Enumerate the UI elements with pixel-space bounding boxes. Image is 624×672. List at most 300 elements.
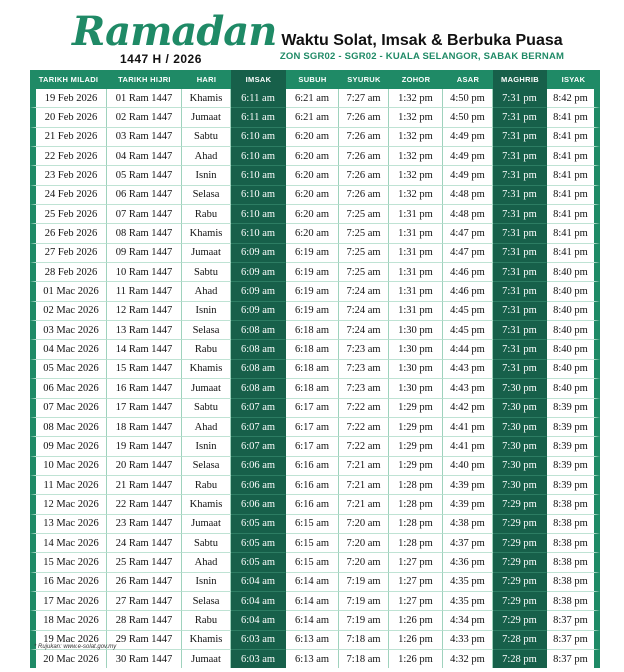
table-row	[30, 553, 600, 572]
cell-zohor: 1:32 pm	[389, 147, 443, 166]
page-header	[0, 0, 624, 68]
cell-subuh: 6:14 am	[286, 592, 339, 611]
cell-maghrib: 7:30 pm	[493, 437, 547, 456]
cell-imsak: 6:06 am	[231, 495, 286, 514]
cell-imsak: 6:09 am	[231, 282, 286, 301]
table-row	[30, 244, 600, 263]
cell-hari: Khamis	[182, 631, 231, 650]
table-row	[30, 128, 600, 147]
cell-syuruk: 7:23 am	[339, 379, 389, 398]
cell-asar: 4:50 pm	[443, 108, 493, 127]
cell-isyak: 8:41 pm	[547, 244, 600, 263]
cell-tarikh-miladi: 22 Feb 2026	[30, 147, 107, 166]
table-row	[30, 360, 600, 379]
cell-tarikh-hijri: 16 Ram 1447	[107, 379, 182, 398]
cell-tarikh-miladi: 07 Mac 2026	[30, 399, 107, 418]
cell-tarikh-miladi: 13 Mac 2026	[30, 515, 107, 534]
cell-maghrib: 7:30 pm	[493, 457, 547, 476]
cell-syuruk: 7:23 am	[339, 360, 389, 379]
cell-imsak: 6:06 am	[231, 457, 286, 476]
cell-tarikh-hijri: 13 Ram 1447	[107, 321, 182, 340]
cell-syuruk: 7:24 am	[339, 321, 389, 340]
cell-subuh: 6:17 am	[286, 399, 339, 418]
cell-tarikh-hijri: 07 Ram 1447	[107, 205, 182, 224]
cell-isyak: 8:37 pm	[547, 631, 600, 650]
cell-imsak: 6:05 am	[231, 553, 286, 572]
cell-maghrib: 7:29 pm	[493, 515, 547, 534]
cell-zohor: 1:29 pm	[389, 418, 443, 437]
cell-imsak: 6:08 am	[231, 379, 286, 398]
zone-subtitle: ZON SGR02 - SGR02 - KUALA SELANGOR, SABAK BERNAM	[279, 51, 565, 62]
cell-subuh: 6:19 am	[286, 302, 339, 321]
cell-hari: Rabu	[182, 340, 231, 359]
cell-asar: 4:42 pm	[443, 399, 493, 418]
cell-maghrib: 7:28 pm	[493, 650, 547, 668]
table-row	[30, 186, 600, 205]
cell-syuruk: 7:26 am	[339, 108, 389, 127]
cell-hari: Selasa	[182, 592, 231, 611]
cell-hari: Khamis	[182, 360, 231, 379]
cell-tarikh-hijri: 24 Ram 1447	[107, 534, 182, 553]
cell-tarikh-hijri: 10 Ram 1447	[107, 263, 182, 282]
cell-imsak: 6:10 am	[231, 147, 286, 166]
cell-zohor: 1:26 pm	[389, 650, 443, 668]
cell-subuh: 6:19 am	[286, 244, 339, 263]
cell-syuruk: 7:26 am	[339, 128, 389, 147]
cell-zohor: 1:29 pm	[389, 457, 443, 476]
cell-hari: Sabtu	[182, 128, 231, 147]
cell-tarikh-hijri: 23 Ram 1447	[107, 515, 182, 534]
cell-asar: 4:48 pm	[443, 186, 493, 205]
cell-tarikh-hijri: 20 Ram 1447	[107, 457, 182, 476]
cell-subuh: 6:16 am	[286, 495, 339, 514]
cell-hari: Jumaat	[182, 244, 231, 263]
cell-tarikh-miladi: 03 Mac 2026	[30, 321, 107, 340]
cell-isyak: 8:41 pm	[547, 224, 600, 243]
cell-maghrib: 7:31 pm	[493, 147, 547, 166]
cell-hari: Isnin	[182, 302, 231, 321]
table-row	[30, 534, 600, 553]
cell-maghrib: 7:30 pm	[493, 379, 547, 398]
cell-subuh: 6:18 am	[286, 360, 339, 379]
table-row	[30, 321, 600, 340]
table-header-row	[30, 70, 600, 89]
cell-hari: Jumaat	[182, 650, 231, 668]
cell-tarikh-hijri: 29 Ram 1447	[107, 631, 182, 650]
table-row	[30, 399, 600, 418]
cell-imsak: 6:08 am	[231, 340, 286, 359]
cell-tarikh-miladi: 08 Mac 2026	[30, 418, 107, 437]
cell-zohor: 1:31 pm	[389, 263, 443, 282]
cell-tarikh-miladi: 28 Feb 2026	[30, 263, 107, 282]
cell-subuh: 6:17 am	[286, 437, 339, 456]
cell-asar: 4:38 pm	[443, 515, 493, 534]
cell-isyak: 8:40 pm	[547, 302, 600, 321]
cell-hari: Selasa	[182, 457, 231, 476]
table-row	[30, 379, 600, 398]
cell-asar: 4:40 pm	[443, 457, 493, 476]
cell-imsak: 6:10 am	[231, 166, 286, 185]
cell-syuruk: 7:24 am	[339, 302, 389, 321]
cell-tarikh-hijri: 04 Ram 1447	[107, 147, 182, 166]
cell-asar: 4:44 pm	[443, 340, 493, 359]
cell-subuh: 6:19 am	[286, 282, 339, 301]
cell-isyak: 8:39 pm	[547, 437, 600, 456]
cell-zohor: 1:32 pm	[389, 89, 443, 108]
cell-isyak: 8:38 pm	[547, 534, 600, 553]
cell-asar: 4:45 pm	[443, 321, 493, 340]
cell-tarikh-hijri: 14 Ram 1447	[107, 340, 182, 359]
cell-hari: Ahad	[182, 553, 231, 572]
cell-isyak: 8:40 pm	[547, 263, 600, 282]
cell-subuh: 6:18 am	[286, 321, 339, 340]
cell-imsak: 6:03 am	[231, 631, 286, 650]
table-row	[30, 263, 600, 282]
cell-asar: 4:37 pm	[443, 534, 493, 553]
cell-tarikh-hijri: 02 Ram 1447	[107, 108, 182, 127]
cell-imsak: 6:04 am	[231, 592, 286, 611]
cell-tarikh-hijri: 12 Ram 1447	[107, 302, 182, 321]
cell-isyak: 8:39 pm	[547, 399, 600, 418]
cell-maghrib: 7:31 pm	[493, 186, 547, 205]
cell-syuruk: 7:25 am	[339, 244, 389, 263]
table-body	[30, 89, 600, 668]
cell-syuruk: 7:25 am	[339, 224, 389, 243]
cell-imsak: 6:05 am	[231, 534, 286, 553]
table-row	[30, 573, 600, 592]
cell-syuruk: 7:19 am	[339, 573, 389, 592]
page-title: Waktu Solat, Imsak & Berbuka Puasa	[281, 32, 563, 49]
cell-asar: 4:48 pm	[443, 205, 493, 224]
cell-maghrib: 7:31 pm	[493, 108, 547, 127]
cell-hari: Sabtu	[182, 399, 231, 418]
cell-tarikh-miladi: 16 Mac 2026	[30, 573, 107, 592]
table-row	[30, 457, 600, 476]
column-header-hari: HARI	[196, 75, 217, 84]
table-row	[30, 166, 600, 185]
cell-tarikh-hijri: 22 Ram 1447	[107, 495, 182, 514]
cell-tarikh-hijri: 21 Ram 1447	[107, 476, 182, 495]
cell-tarikh-hijri: 08 Ram 1447	[107, 224, 182, 243]
cell-tarikh-miladi: 06 Mac 2026	[30, 379, 107, 398]
column-header-zohor: ZOHOR	[401, 75, 431, 84]
cell-imsak: 6:09 am	[231, 302, 286, 321]
table-row	[30, 282, 600, 301]
cell-syuruk: 7:19 am	[339, 592, 389, 611]
cell-syuruk: 7:20 am	[339, 553, 389, 572]
cell-zohor: 1:30 pm	[389, 360, 443, 379]
cell-isyak: 8:38 pm	[547, 573, 600, 592]
cell-isyak: 8:41 pm	[547, 147, 600, 166]
cell-subuh: 6:19 am	[286, 263, 339, 282]
cell-imsak: 6:10 am	[231, 128, 286, 147]
cell-maghrib: 7:31 pm	[493, 360, 547, 379]
cell-subuh: 6:18 am	[286, 340, 339, 359]
cell-syuruk: 7:25 am	[339, 263, 389, 282]
cell-tarikh-miladi: 25 Feb 2026	[30, 205, 107, 224]
cell-isyak: 8:41 pm	[547, 186, 600, 205]
cell-isyak: 8:38 pm	[547, 592, 600, 611]
cell-tarikh-miladi: 02 Mac 2026	[30, 302, 107, 321]
cell-asar: 4:49 pm	[443, 128, 493, 147]
cell-asar: 4:45 pm	[443, 302, 493, 321]
cell-zohor: 1:31 pm	[389, 205, 443, 224]
cell-tarikh-miladi: 24 Feb 2026	[30, 186, 107, 205]
cell-maghrib: 7:31 pm	[493, 282, 547, 301]
cell-imsak: 6:07 am	[231, 399, 286, 418]
cell-syuruk: 7:21 am	[339, 457, 389, 476]
cell-asar: 4:43 pm	[443, 379, 493, 398]
cell-tarikh-miladi: 04 Mac 2026	[30, 340, 107, 359]
table-row	[30, 437, 600, 456]
cell-subuh: 6:15 am	[286, 534, 339, 553]
cell-tarikh-hijri: 11 Ram 1447	[107, 282, 182, 301]
cell-tarikh-miladi: 18 Mac 2026	[30, 611, 107, 630]
cell-zohor: 1:30 pm	[389, 321, 443, 340]
cell-tarikh-miladi: 23 Feb 2026	[30, 166, 107, 185]
table-row	[30, 476, 600, 495]
table-row	[30, 302, 600, 321]
cell-zohor: 1:26 pm	[389, 631, 443, 650]
cell-tarikh-miladi: 19 Feb 2026	[30, 89, 107, 108]
cell-subuh: 6:15 am	[286, 553, 339, 572]
cell-subuh: 6:18 am	[286, 379, 339, 398]
cell-tarikh-hijri: 15 Ram 1447	[107, 360, 182, 379]
cell-tarikh-miladi: 11 Mac 2026	[30, 476, 107, 495]
cell-tarikh-hijri: 05 Ram 1447	[107, 166, 182, 185]
cell-zohor: 1:27 pm	[389, 592, 443, 611]
cell-isyak: 8:39 pm	[547, 476, 600, 495]
cell-asar: 4:49 pm	[443, 147, 493, 166]
column-header-isyak: ISYAK	[561, 75, 586, 84]
cell-hari: Khamis	[182, 224, 231, 243]
cell-subuh: 6:14 am	[286, 573, 339, 592]
cell-imsak: 6:10 am	[231, 224, 286, 243]
cell-asar: 4:35 pm	[443, 573, 493, 592]
cell-tarikh-miladi: 27 Feb 2026	[30, 244, 107, 263]
cell-asar: 4:41 pm	[443, 418, 493, 437]
cell-tarikh-hijri: 09 Ram 1447	[107, 244, 182, 263]
cell-subuh: 6:15 am	[286, 515, 339, 534]
cell-tarikh-hijri: 25 Ram 1447	[107, 553, 182, 572]
cell-isyak: 8:37 pm	[547, 611, 600, 630]
cell-maghrib: 7:31 pm	[493, 89, 547, 108]
cell-maghrib: 7:28 pm	[493, 631, 547, 650]
cell-asar: 4:34 pm	[443, 611, 493, 630]
cell-syuruk: 7:21 am	[339, 495, 389, 514]
cell-maghrib: 7:29 pm	[493, 592, 547, 611]
cell-maghrib: 7:30 pm	[493, 476, 547, 495]
cell-imsak: 6:04 am	[231, 611, 286, 630]
cell-hari: Jumaat	[182, 379, 231, 398]
cell-asar: 4:36 pm	[443, 553, 493, 572]
column-header-tarikh-miladi: TARIKH MILADI	[38, 75, 99, 84]
cell-maghrib: 7:31 pm	[493, 166, 547, 185]
cell-isyak: 8:40 pm	[547, 321, 600, 340]
cell-subuh: 6:16 am	[286, 457, 339, 476]
cell-asar: 4:47 pm	[443, 244, 493, 263]
cell-zohor: 1:28 pm	[389, 515, 443, 534]
cell-asar: 4:39 pm	[443, 495, 493, 514]
cell-isyak: 8:41 pm	[547, 128, 600, 147]
cell-isyak: 8:38 pm	[547, 553, 600, 572]
cell-isyak: 8:41 pm	[547, 108, 600, 127]
cell-hari: Rabu	[182, 611, 231, 630]
cell-hari: Sabtu	[182, 263, 231, 282]
cell-syuruk: 7:23 am	[339, 340, 389, 359]
cell-imsak: 6:04 am	[231, 573, 286, 592]
table-row	[30, 147, 600, 166]
cell-syuruk: 7:20 am	[339, 534, 389, 553]
cell-tarikh-miladi: 12 Mac 2026	[30, 495, 107, 514]
cell-isyak: 8:40 pm	[547, 282, 600, 301]
cell-maghrib: 7:31 pm	[493, 244, 547, 263]
cell-zohor: 1:31 pm	[389, 224, 443, 243]
cell-syuruk: 7:26 am	[339, 166, 389, 185]
cell-isyak: 8:40 pm	[547, 379, 600, 398]
cell-zohor: 1:29 pm	[389, 437, 443, 456]
cell-zohor: 1:26 pm	[389, 611, 443, 630]
cell-asar: 4:35 pm	[443, 592, 493, 611]
cell-zohor: 1:32 pm	[389, 108, 443, 127]
cell-subuh: 6:20 am	[286, 166, 339, 185]
cell-tarikh-miladi: 17 Mac 2026	[30, 592, 107, 611]
cell-tarikh-hijri: 01 Ram 1447	[107, 89, 182, 108]
cell-isyak: 8:41 pm	[547, 166, 600, 185]
table-row	[30, 205, 600, 224]
cell-zohor: 1:28 pm	[389, 495, 443, 514]
cell-imsak: 6:07 am	[231, 418, 286, 437]
cell-zohor: 1:30 pm	[389, 340, 443, 359]
cell-tarikh-miladi: 20 Mac 2026	[30, 650, 107, 668]
cell-hari: Jumaat	[182, 108, 231, 127]
cell-isyak: 8:40 pm	[547, 340, 600, 359]
cell-tarikh-miladi: 10 Mac 2026	[30, 457, 107, 476]
cell-tarikh-hijri: 18 Ram 1447	[107, 418, 182, 437]
cell-tarikh-hijri: 26 Ram 1447	[107, 573, 182, 592]
cell-asar: 4:33 pm	[443, 631, 493, 650]
prayer-timetable	[30, 70, 600, 668]
cell-asar: 4:49 pm	[443, 166, 493, 185]
column-header-tarikh-hijri: TARIKH HIJRI	[118, 75, 171, 84]
cell-imsak: 6:07 am	[231, 437, 286, 456]
cell-isyak: 8:42 pm	[547, 89, 600, 108]
cell-imsak: 6:10 am	[231, 205, 286, 224]
cell-subuh: 6:13 am	[286, 631, 339, 650]
cell-tarikh-miladi: 15 Mac 2026	[30, 553, 107, 572]
cell-tarikh-hijri: 19 Ram 1447	[107, 437, 182, 456]
cell-tarikh-hijri: 28 Ram 1447	[107, 611, 182, 630]
cell-hari: Isnin	[182, 166, 231, 185]
cell-tarikh-miladi: 01 Mac 2026	[30, 282, 107, 301]
cell-imsak: 6:11 am	[231, 108, 286, 127]
cell-zohor: 1:31 pm	[389, 302, 443, 321]
cell-isyak: 8:38 pm	[547, 495, 600, 514]
cell-zohor: 1:28 pm	[389, 534, 443, 553]
cell-syuruk: 7:26 am	[339, 147, 389, 166]
logo-year: 1447 H / 2026	[120, 52, 202, 66]
cell-imsak: 6:10 am	[231, 186, 286, 205]
cell-syuruk: 7:25 am	[339, 205, 389, 224]
column-header-subuh: SUBUH	[298, 75, 327, 84]
cell-zohor: 1:27 pm	[389, 553, 443, 572]
table-row	[30, 515, 600, 534]
cell-maghrib: 7:31 pm	[493, 340, 547, 359]
cell-asar: 4:50 pm	[443, 89, 493, 108]
table-row	[30, 495, 600, 514]
cell-zohor: 1:32 pm	[389, 166, 443, 185]
cell-syuruk: 7:18 am	[339, 631, 389, 650]
cell-hari: Isnin	[182, 437, 231, 456]
cell-zohor: 1:29 pm	[389, 399, 443, 418]
cell-syuruk: 7:20 am	[339, 515, 389, 534]
cell-syuruk: 7:27 am	[339, 89, 389, 108]
cell-maghrib: 7:31 pm	[493, 321, 547, 340]
cell-isyak: 8:37 pm	[547, 650, 600, 668]
cell-tarikh-miladi: 20 Feb 2026	[30, 108, 107, 127]
ramadan-logo	[72, 8, 277, 68]
table-row	[30, 592, 600, 611]
cell-imsak: 6:09 am	[231, 244, 286, 263]
cell-tarikh-hijri: 06 Ram 1447	[107, 186, 182, 205]
cell-tarikh-miladi: 09 Mac 2026	[30, 437, 107, 456]
cell-subuh: 6:13 am	[286, 650, 339, 668]
cell-asar: 4:47 pm	[443, 224, 493, 243]
cell-subuh: 6:14 am	[286, 611, 339, 630]
table-row	[30, 611, 600, 630]
cell-asar: 4:39 pm	[443, 476, 493, 495]
table-row	[30, 340, 600, 359]
cell-syuruk: 7:18 am	[339, 650, 389, 668]
cell-hari: Khamis	[182, 89, 231, 108]
cell-syuruk: 7:21 am	[339, 476, 389, 495]
cell-syuruk: 7:22 am	[339, 399, 389, 418]
cell-isyak: 8:39 pm	[547, 457, 600, 476]
cell-tarikh-miladi: 05 Mac 2026	[30, 360, 107, 379]
cell-imsak: 6:09 am	[231, 263, 286, 282]
column-header-syuruk: SYURUK	[347, 75, 381, 84]
cell-imsak: 6:03 am	[231, 650, 286, 668]
cell-tarikh-hijri: 17 Ram 1447	[107, 399, 182, 418]
cell-syuruk: 7:22 am	[339, 437, 389, 456]
cell-subuh: 6:20 am	[286, 205, 339, 224]
cell-zohor: 1:27 pm	[389, 573, 443, 592]
table-row	[30, 650, 600, 668]
cell-tarikh-hijri: 30 Ram 1447	[107, 650, 182, 668]
cell-maghrib: 7:29 pm	[493, 611, 547, 630]
cell-imsak: 6:06 am	[231, 476, 286, 495]
cell-isyak: 8:39 pm	[547, 418, 600, 437]
cell-syuruk: 7:24 am	[339, 282, 389, 301]
cell-maghrib: 7:31 pm	[493, 205, 547, 224]
cell-syuruk: 7:22 am	[339, 418, 389, 437]
cell-asar: 4:46 pm	[443, 282, 493, 301]
cell-hari: Selasa	[182, 186, 231, 205]
cell-subuh: 6:21 am	[286, 108, 339, 127]
cell-zohor: 1:32 pm	[389, 186, 443, 205]
cell-imsak: 6:08 am	[231, 321, 286, 340]
cell-maghrib: 7:31 pm	[493, 224, 547, 243]
cell-isyak: 8:41 pm	[547, 205, 600, 224]
cell-asar: 4:46 pm	[443, 263, 493, 282]
cell-maghrib: 7:30 pm	[493, 418, 547, 437]
cell-syuruk: 7:26 am	[339, 186, 389, 205]
cell-subuh: 6:21 am	[286, 89, 339, 108]
cell-asar: 4:43 pm	[443, 360, 493, 379]
column-header-imsak: IMSAK	[231, 70, 286, 89]
reference-footnote: * Rujukan: www.e-solat.gov.my	[34, 644, 117, 650]
cell-tarikh-miladi: 14 Mac 2026	[30, 534, 107, 553]
